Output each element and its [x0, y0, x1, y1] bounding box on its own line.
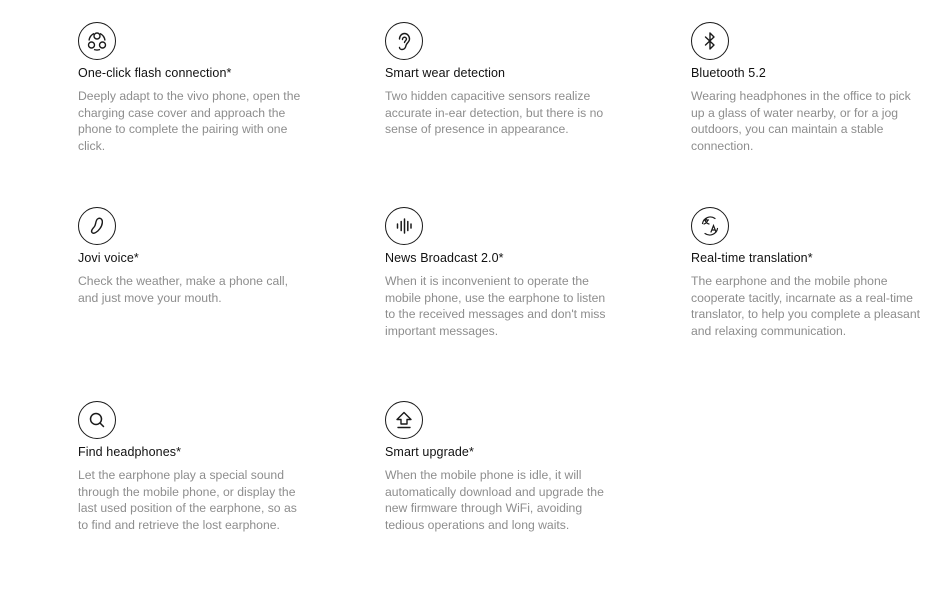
- feature-description: Two hidden capacitive sensors realize accurate in-ear detection, but there is no sense of presence in appearance.: [385, 89, 604, 137]
- translate-icon: [691, 207, 729, 245]
- feature-translation: [691, 207, 921, 338]
- feature-description: Check the weather, make a phone call, and just move your mouth.: [78, 274, 289, 305]
- feature-description: Wearing headphones in the office to pick up a glass of water nearby, or for a jog outdoors, you can maintain a stable connection.: [691, 89, 911, 153]
- feature-news-broadcast: [385, 207, 615, 338]
- feature-description: When the mobile phone is idle, it will automatically download and upgrade the new firmware through WiFi, avoiding tedious operations and long waits.: [385, 468, 604, 532]
- feature-wear-detection: [385, 22, 615, 137]
- feature-description: When it is inconvenient to operate the mobile phone, use the earphone to listen to the received messages and don't miss important messages.: [385, 274, 606, 338]
- upgrade-arrow-icon: [385, 401, 423, 439]
- feature-title: Smart upgrade*: [385, 445, 474, 459]
- bluetooth-icon: [691, 22, 729, 60]
- sound-wave-icon: [385, 207, 423, 245]
- feature-find-headphones: [78, 401, 308, 532]
- feature-description: The earphone and the mobile phone cooperate tacitly, incarnate as a real-time translator, to help you complete a pleasant and relaxing communication.: [691, 274, 920, 338]
- feature-title: News Broadcast 2.0*: [385, 251, 504, 265]
- flash-connection-icon: [78, 22, 116, 60]
- feature-description: Let the earphone play a special sound through the mobile phone, or display the last used position of the earphone, so as to find and retrieve the lost earphone.: [78, 468, 297, 532]
- feature-title: Find headphones*: [78, 445, 182, 459]
- feature-flash-connection: [78, 22, 308, 153]
- feature-title: Bluetooth 5.2: [691, 66, 766, 80]
- feature-smart-upgrade: [385, 401, 615, 532]
- search-icon: [78, 401, 116, 439]
- feature-description: Deeply adapt to the vivo phone, open the charging case cover and approach the phone to complete the pairing with one click.: [78, 89, 301, 153]
- feature-title: Real-time translation*: [691, 251, 813, 265]
- ear-icon: [385, 22, 423, 60]
- feature-bluetooth: [691, 22, 921, 153]
- feature-jovi-voice: [78, 207, 308, 305]
- feature-title: Jovi voice*: [78, 251, 139, 265]
- feature-title: Smart wear detection: [385, 66, 506, 80]
- feature-title: One-click flash connection*: [78, 66, 232, 80]
- jovi-voice-icon: [78, 207, 116, 245]
